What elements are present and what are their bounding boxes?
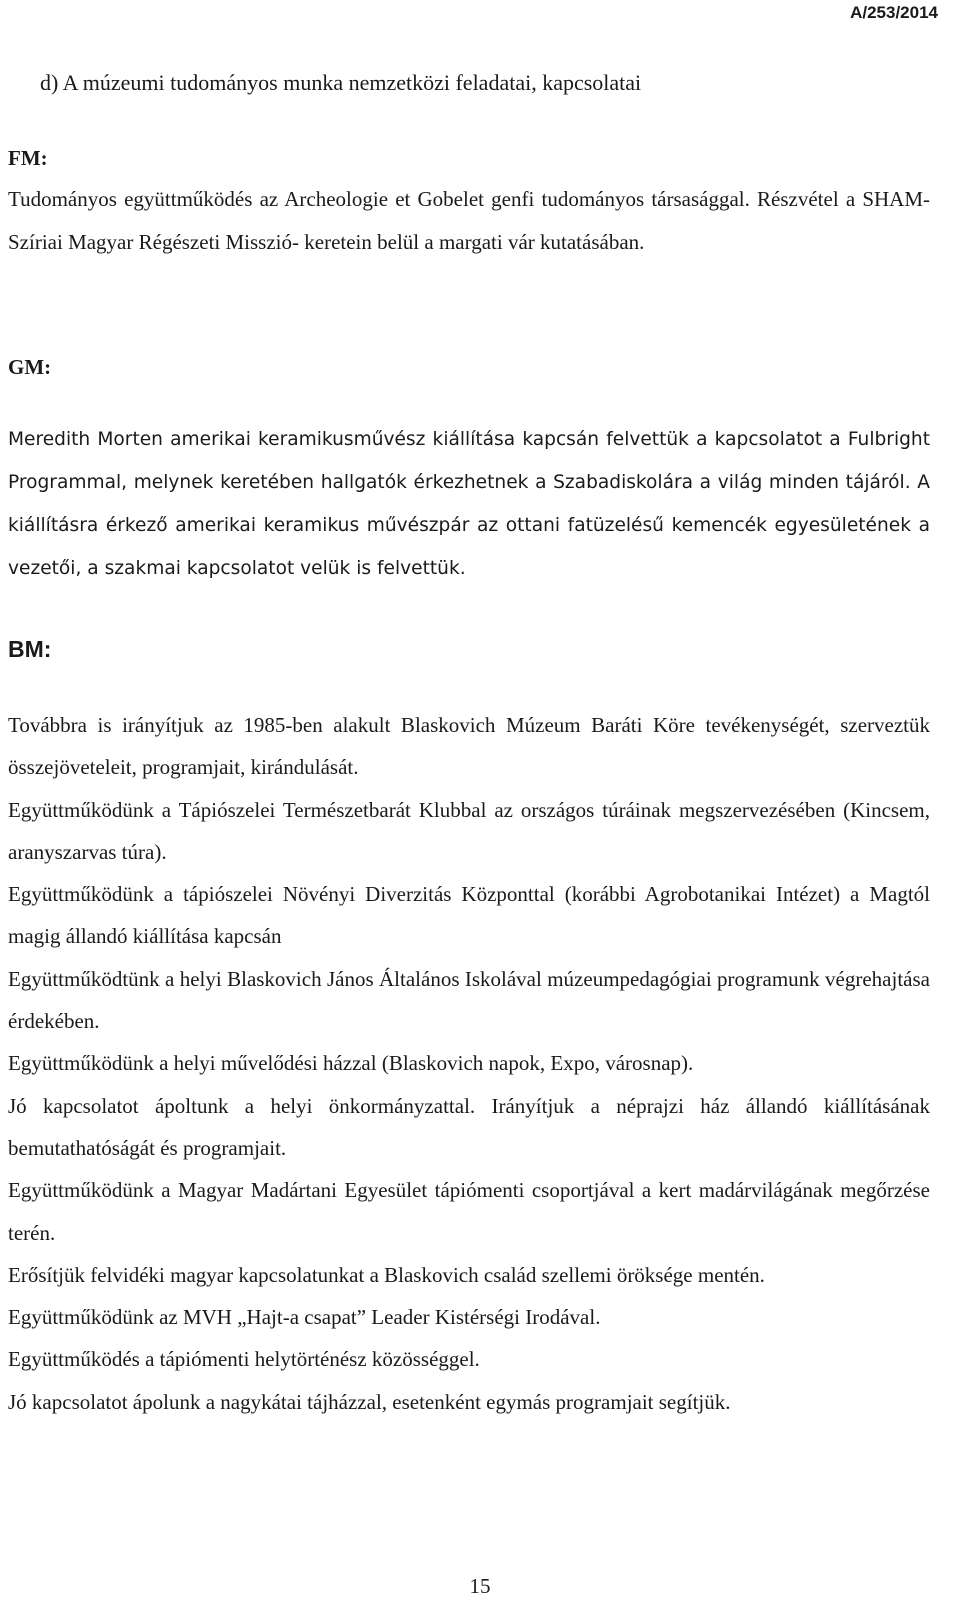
bm-label: BM:: [8, 636, 52, 662]
bm-paragraph: Együttműködünk a tápiószelei Növényi Diverzitás Központtal (korábbi Agrobotanikai Intézet) a Magtól magig állandó kiállítása kapcsán: [8, 882, 930, 949]
bm-paragraph: Együttműködünk a helyi művelődési házzal (Blaskovich napok, Expo, városnap).: [8, 1051, 694, 1076]
bm-paragraph: Jó kapcsolatot ápoltunk a helyi önkormányzattal. Irányítjuk a néprajzi ház állandó kiállításának bemutathatóságát és programjait.: [8, 1093, 930, 1160]
fm-paragraph: Tudományos együttműködés az Archeologie et Gobelet genfi tudományos társasággal. Részvétel a SHAM- Szíriai Magyar Régészeti Misszió- keretein belül a margati vár kutatásában.: [8, 187, 930, 254]
bm-paragraph: Együttműködünk a Magyar Madártani Egyesület tápiómenti csoportjával a kert madárvilágának megőrzése terén.: [8, 1178, 930, 1245]
bm-paragraph: Jó kapcsolatot ápolunk a nagykátai tájházzal, esetenként egymás programjait segítjük.: [8, 1389, 731, 1414]
gm-label: GM:: [8, 355, 52, 379]
document-code: A/253/2014: [850, 3, 938, 22]
bm-paragraph: Együttműködünk a Tápiószelei Természetbarát Klubbal az országos túráinak megszervezésében (Kincsem, aranyszarvas túra).: [8, 797, 930, 864]
bm-paragraph: Együttműködtünk a helyi Blaskovich János Általános Iskolával múzeumpedagógiai programunk végrehajtása érdekében.: [8, 966, 930, 1034]
bm-paragraph: Együttműködés a tápiómenti helytörténész közösséggel.: [8, 1347, 480, 1372]
fm-label: FM:: [8, 146, 48, 170]
gm-paragraph: Meredith Morten amerikai keramikusművész kiállítása kapcsán felvettük a kapcsolatot a Fulbright Programmal, melynek keretében hallgatók érkezhetnek a Szabadiskolára a világ minden tájáról. A kiállításra érkező amerikai keramikus művészpár az ottani fatüzelésű kemencék egyesületének a vezetői, a szakmai kapcsolatot velük is felvettük.: [8, 429, 930, 579]
bm-paragraph: Együttműködünk az MVH „Hajt-a csapat” Leader Kistérségi Irodával.: [8, 1305, 601, 1330]
bm-paragraph: Továbbra is irányítjuk az 1985-ben alakult Blaskovich Múzeum Baráti Köre tevékenységét, szerveztük összejöveteleit, programjait, kirándulását.: [8, 713, 930, 780]
page-number: 15: [469, 1574, 491, 1598]
section-heading: d) A múzeumi tudományos munka nemzetközi feladatai, kapcsolatai: [40, 70, 642, 95]
bm-paragraphs: [8, 704, 930, 1423]
bm-paragraph: Erősítjük felvidéki magyar kapcsolatunkat a Blaskovich család szellemi öröksége mentén.: [8, 1262, 765, 1287]
